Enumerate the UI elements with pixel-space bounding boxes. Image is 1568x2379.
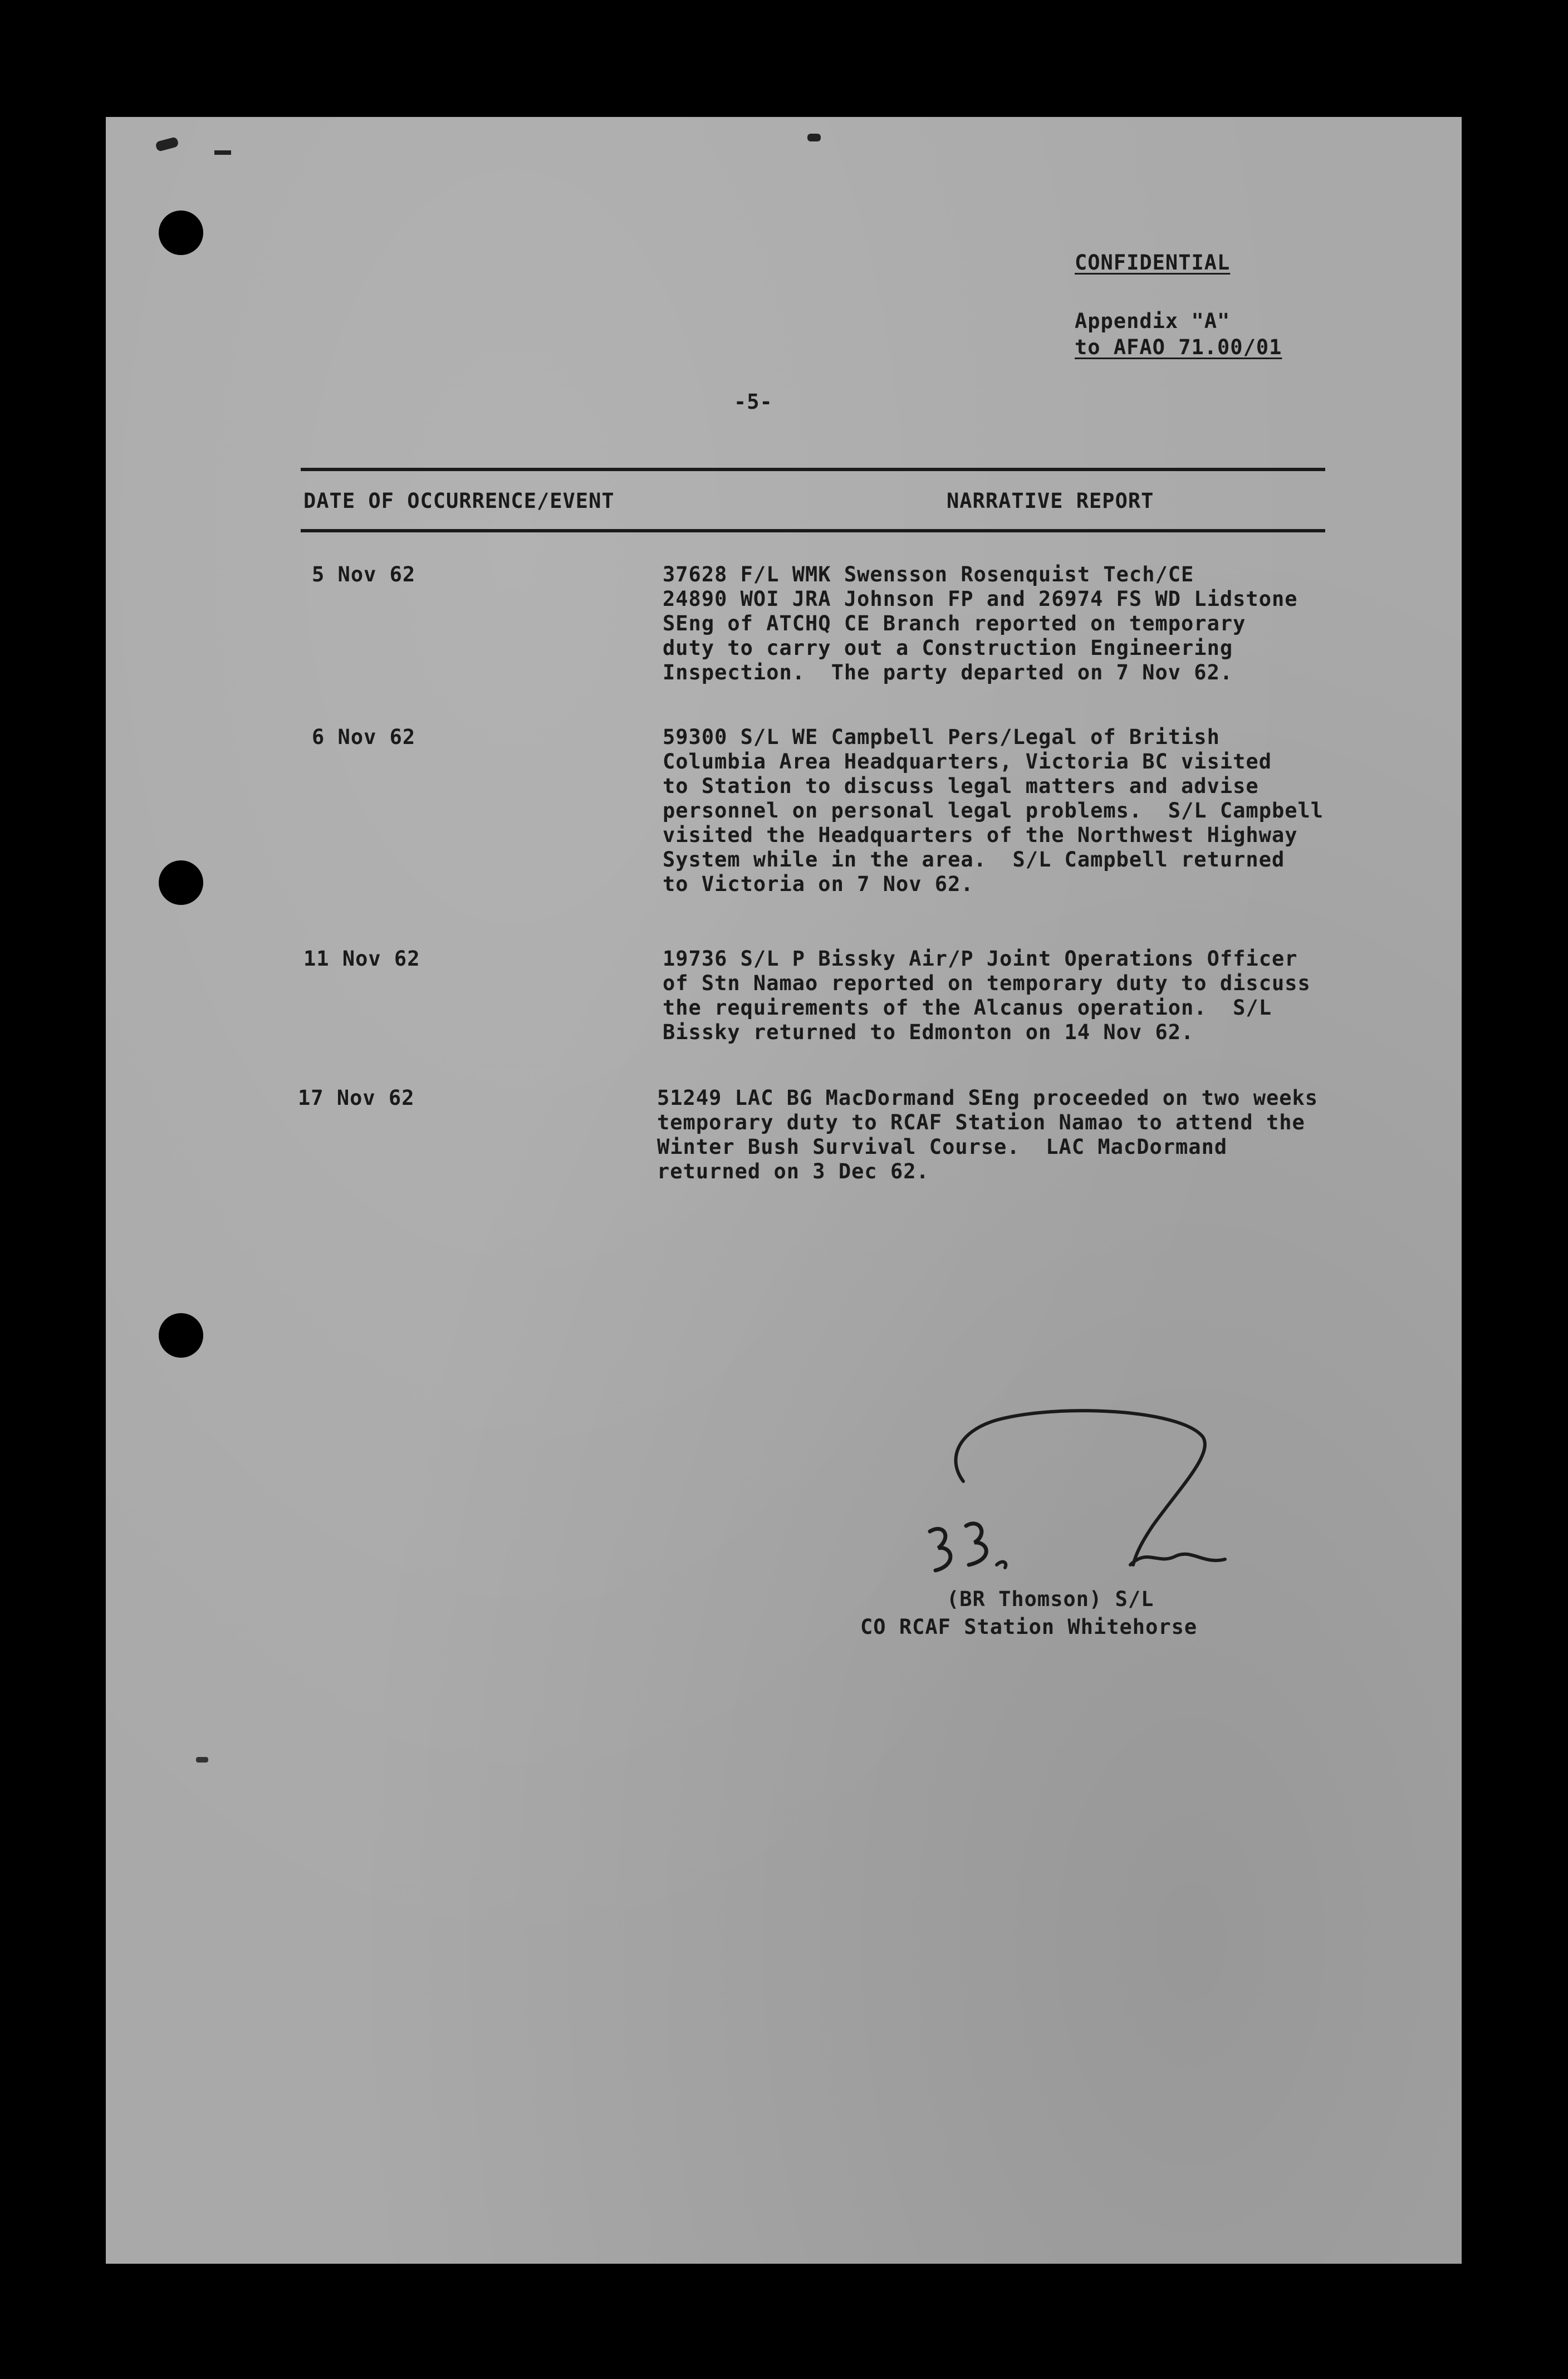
table-row-narrative: 37628 F/L WMK Swensson Rosenquist Tech/CE 24890 WOI JRA Johnson FP and 26974 FS WD Lidstone SEng of ATCHQ CE Branch reported on temporary duty to carry out a Construction Engineering Inspection. The party departed on 7 Nov 62.	[663, 562, 1298, 684]
classification-label: CONFIDENTIAL	[1075, 251, 1231, 275]
signatory-title: CO RCAF Station Whitehorse	[860, 1615, 1198, 1639]
punch-hole-middle	[159, 860, 203, 905]
table-row-narrative: 59300 S/L WE Campbell Pers/Legal of British Columbia Area Headquarters, Victoria BC visited to Station to discuss legal matters and advise personnel on personal legal problems. S/L Campbell visited the Headquarters of the Northwest Highway System while in the area. S/L Campbell returned to Victoria on 7 Nov 62.	[663, 725, 1324, 896]
document-page	[106, 117, 1462, 2264]
page-number: -5-	[734, 390, 773, 414]
table-row-date: 5 Nov 62	[312, 562, 416, 586]
table-top-rule	[301, 468, 1325, 471]
ink-mark	[807, 134, 821, 141]
column-header-date: DATE OF OCCURRENCE/EVENT	[303, 489, 615, 513]
punch-hole-top	[159, 211, 203, 255]
table-row-date: 6 Nov 62	[312, 725, 416, 749]
appendix-reference: to AFAO 71.00/01	[1075, 335, 1282, 359]
appendix-label: Appendix "A"	[1075, 309, 1231, 333]
handwritten-signature	[913, 1398, 1247, 1593]
table-row-narrative: 51249 LAC BG MacDormand SEng proceeded on two weeks temporary duty to RCAF Station Namao to attend the Winter Bush Survival Course. LAC MacDormand returned on 3 Dec 62.	[657, 1086, 1319, 1183]
ink-mark	[214, 150, 231, 155]
table-row-narrative: 19736 S/L P Bissky Air/P Joint Operations Officer of Stn Namao reported on temporary duty to discuss the requirements of the Alcanus operation. S/L Bissky returned to Edmonton on 14 Nov 62.	[663, 947, 1311, 1044]
ink-mark	[196, 1757, 208, 1763]
column-header-narrative: NARRATIVE REPORT	[947, 489, 1154, 513]
table-row-date: 17 Nov 62	[298, 1086, 415, 1110]
table-row-date: 11 Nov 62	[303, 947, 420, 971]
punch-hole-bottom	[159, 1313, 203, 1358]
signatory-name: (BR Thomson) S/L	[947, 1587, 1154, 1611]
table-header-rule	[301, 529, 1325, 532]
